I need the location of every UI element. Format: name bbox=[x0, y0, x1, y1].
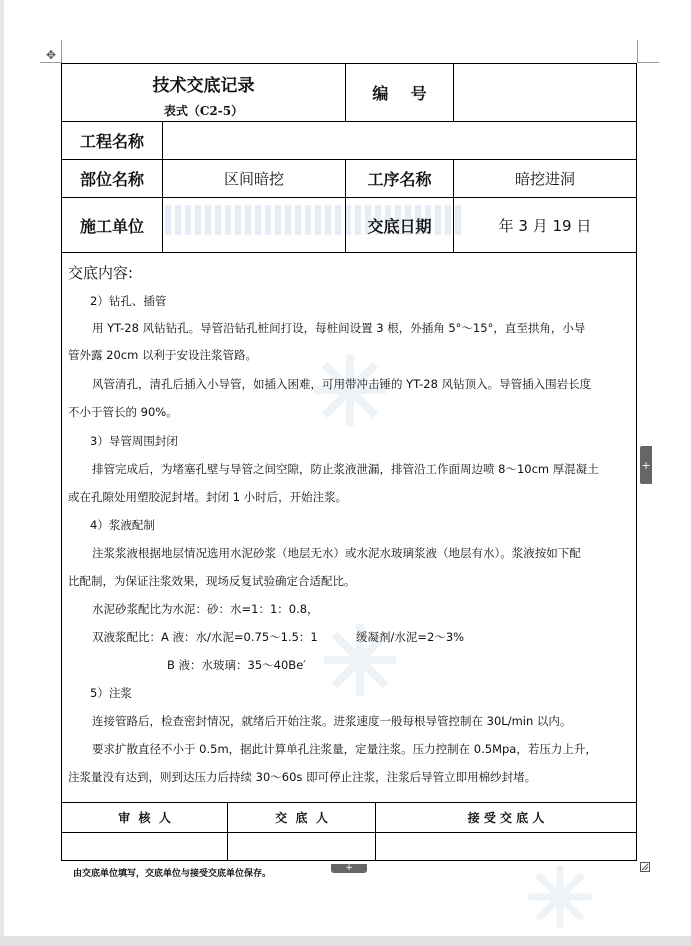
margin-guide bbox=[40, 62, 62, 63]
title-cell bbox=[62, 64, 345, 121]
reviewer-signature-field[interactable] bbox=[62, 833, 227, 860]
section-heading: 5）注浆 bbox=[90, 686, 132, 700]
paragraph-line: 比配制，为保证注浆效果，现场反复试验确定合适配比。 bbox=[68, 574, 356, 588]
section-heading: 2）钻孔、插管 bbox=[90, 294, 167, 308]
discloser-label: 交 底 人 bbox=[275, 811, 328, 825]
process-label: 工序名称 bbox=[367, 170, 432, 189]
table-move-handle-icon[interactable]: ✥ bbox=[46, 48, 57, 62]
watermark-snowflake-icon bbox=[525, 862, 595, 932]
paragraph-line: 或在孔隙处用塑胶泥封堵。封闭 1 小时后，开始注浆。 bbox=[68, 490, 348, 504]
margin-guide bbox=[637, 40, 638, 62]
form-code: 表式（C2-5） bbox=[163, 103, 244, 118]
paragraph-line: 注浆浆液根据地层情况选用水泥砂浆（地层无水）或水泥水玻璃浆液（地层有水）。浆液按如下配 bbox=[92, 546, 581, 560]
page-edge bbox=[0, 0, 4, 946]
paragraph-line: 注浆量没有达到，则到达压力后持续 30～60s 即可停止注浆，注浆后导管立即用棉纱封堵。 bbox=[68, 770, 537, 784]
section-heading: 3）导管周围封闭 bbox=[90, 434, 178, 448]
location-field[interactable]: 区间暗挖 bbox=[223, 170, 284, 188]
margin-guide bbox=[637, 62, 659, 63]
number-field[interactable] bbox=[454, 64, 636, 121]
margin-guide bbox=[61, 40, 62, 62]
date-label: 交底日期 bbox=[367, 216, 432, 236]
paragraph-line: 不小于管长的 90%。 bbox=[68, 405, 178, 419]
add-row-plus-icon[interactable]: + bbox=[331, 864, 367, 873]
paragraph-line: 管外露 20cm 以利于安设注浆管路。 bbox=[68, 348, 257, 362]
paragraph-line: 排管完成后，为堵塞孔壁与导管之间空隙，防止浆液泄漏，排管沿工作面周边喷 8～10cm 厚混凝土 bbox=[92, 462, 599, 476]
discloser-signature-field[interactable] bbox=[228, 833, 375, 860]
table-resize-handle-icon[interactable] bbox=[640, 862, 650, 872]
receiver-label: 接 受 交 底 人 bbox=[467, 811, 545, 825]
footnote: 由交底单位填写，交底单位与接受交底单位保存。 bbox=[73, 869, 272, 879]
receiver-signature-field[interactable] bbox=[376, 833, 636, 860]
content-heading: 交底内容: bbox=[68, 264, 134, 282]
date-field[interactable]: 年 3 月 19 日 bbox=[498, 216, 592, 235]
process-field[interactable]: 暗挖进洞 bbox=[514, 170, 575, 188]
project-name-field[interactable] bbox=[163, 122, 636, 159]
project-name-label: 工程名称 bbox=[79, 132, 144, 151]
paragraph-line: 风管清孔，清孔后插入小导管，如插入困难，可用带冲击锤的 YT-28 风钻顶入。导管插入围岩长度 bbox=[92, 377, 592, 391]
location-label: 部位名称 bbox=[79, 170, 144, 189]
paragraph-line: 连接管路后，检查密封情况，就绪后开始注浆。进浆速度一般每根导管控制在 30L/min 以内。 bbox=[92, 714, 572, 728]
document-title: 技术交底记录 bbox=[152, 75, 255, 96]
page-bottom-bar bbox=[0, 936, 691, 946]
paragraph-line: 要求扩散直径不小于 0.5m，据此计算单孔注浆量，定量注浆。压力控制在 0.5Mpa，若压力上升， bbox=[92, 742, 597, 756]
section-heading: 4）浆液配制 bbox=[90, 518, 155, 532]
row-divider bbox=[62, 252, 637, 253]
reviewer-label: 审 核 人 bbox=[118, 811, 171, 825]
paragraph-line: 水泥砂浆配比为水泥：砂：水=1：1：0.8， bbox=[92, 602, 319, 616]
contractor-field[interactable] bbox=[163, 198, 345, 252]
paragraph-line: B 液：水玻璃：35～40Be′ bbox=[167, 658, 306, 672]
contractor-label: 施工单位 bbox=[79, 216, 144, 236]
add-column-plus-icon[interactable]: + bbox=[640, 446, 652, 484]
paragraph-line: 双液浆配比：A 液：水/水泥=0.75～1.5：1 bbox=[92, 630, 318, 644]
paragraph-line: 缓凝剂/水泥=2～3% bbox=[356, 630, 465, 644]
paragraph-line: 用 YT-28 风钻钻孔。导管沿钻孔桩间打设，每桩间设置 3 根，外插角 5°～15°，直至拱角，小导 bbox=[92, 321, 586, 335]
number-label: 编 号 bbox=[372, 84, 427, 103]
